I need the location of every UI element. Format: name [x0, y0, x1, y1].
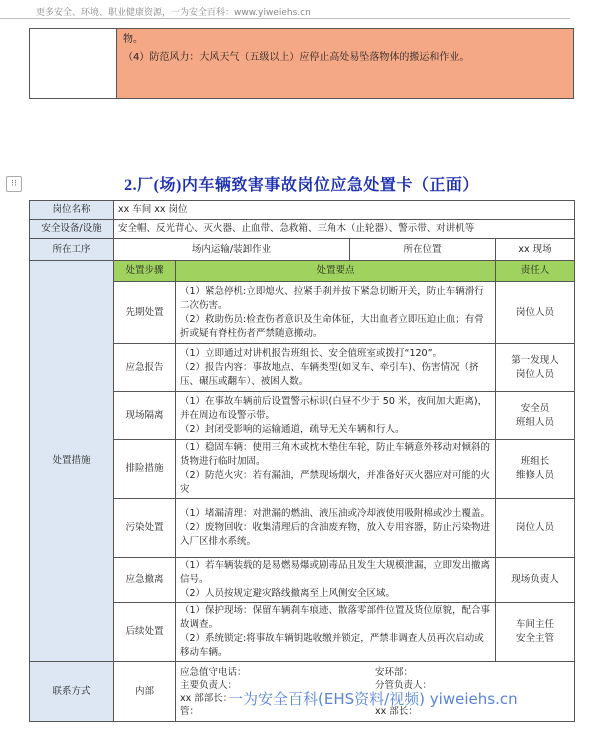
contact-label: 联系方式 — [30, 662, 114, 722]
step-responsible — [496, 603, 575, 662]
step-points — [176, 344, 496, 392]
step-point: （1）保护现场：保留车辆刹车痕迹、散落零部件位置及货位原貌，配合事故调查。 — [180, 605, 491, 630]
contact-item: 分管负责人： — [375, 679, 433, 691]
contact-item: xx 部部长： — [180, 692, 233, 704]
table-row — [30, 220, 575, 239]
responsible-name: 车间主任 — [515, 619, 554, 630]
step-points — [176, 499, 496, 558]
table-row — [30, 261, 575, 282]
emergency-card-table — [29, 200, 575, 722]
step-responsible — [496, 282, 575, 344]
prev-line: （4）防范风力：大风天气（五级以上）应停止高处易坠落物体的搬运和作业。 — [123, 52, 470, 63]
step-point: （1）在事故车辆前后设置警示标识(白昼不少于 50 米，夜间加大距离)，并在周边布设警示带。 — [180, 395, 488, 421]
process-value: 场内运输/装卸作业 — [114, 239, 350, 261]
step-point: （2）防范火灾：若有漏油，严禁现场烟火，并准备好灭火器应对可能的火灾 — [180, 470, 491, 495]
header-step: 处置步骤 — [114, 261, 176, 282]
table-move-handle-icon[interactable]: ⁝⁝ — [6, 176, 22, 192]
step-name: 污染处置 — [114, 499, 176, 558]
watermark-text: 一为安全百科(EHS资料/视频) yiweiehs.cn — [228, 690, 518, 708]
responsible-name: 现场负责人 — [511, 574, 559, 585]
contact-item: xx 部长： — [375, 705, 418, 717]
step-point: （1）紧急停机:立即熄火、拉紧手刹并按下紧急切断开关，防止车辆滑行二次伤害。 — [180, 285, 484, 311]
responsible-name: 岗位人员 — [515, 368, 554, 380]
responsible-name: 第一发现人 — [511, 354, 559, 366]
responsible-name: 班组长 — [520, 456, 550, 467]
step-name: 应急报告 — [114, 344, 176, 392]
contact-item: 主要负责人： — [180, 679, 238, 691]
step-points — [176, 603, 496, 662]
post-name-value: xx 车间 xx 岗位 — [114, 201, 575, 220]
step-point: （2）封闭受影响的运输通道，疏导无关车辆和行人。 — [180, 423, 405, 435]
responsible-name: 安全主管 — [515, 633, 554, 644]
step-points — [176, 558, 496, 603]
responsible-name: 班组人员 — [515, 416, 554, 428]
location-label: 所在位置 — [350, 239, 496, 261]
responsible-name: 岗位人员 — [515, 522, 554, 533]
prev-content-cell — [117, 29, 574, 99]
header-divider — [0, 18, 570, 19]
header-site-text: 更多安全、环境、职业健康资源，一为安全百科：www.yiweiehs.cn — [36, 8, 311, 18]
equipment-label: 安全设备/设施 — [30, 220, 114, 239]
measures-label: 处置措施 — [30, 261, 114, 662]
page-header — [0, 0, 593, 22]
post-name-label: 岗位名称 — [30, 201, 114, 220]
previous-card-table — [29, 28, 574, 99]
step-point: （2）救助伤员:检查伤者意识及生命体征，大出血者立即压迫止血；有骨折或疑有脊柱伤者严禁随意搬动。 — [180, 313, 484, 339]
step-responsible — [496, 499, 575, 558]
step-point: （2）系统锁定:将事故车辆钥匙收缴并锁定，严禁非调查人员再次启动或移动车辆。 — [180, 633, 484, 658]
step-responsible — [496, 440, 575, 499]
step-name: 排险措施 — [114, 440, 176, 499]
step-point: （1）若车辆装载的是易燃易爆或剧毒品且发生大规模泄漏，立即发出撤离信号。 — [180, 560, 491, 585]
step-responsible — [496, 558, 575, 603]
step-name: 先期处置 — [114, 282, 176, 344]
step-point: （2）废物回收：收集清理后的含油废弃物，放入专用容器，防止污染物进入厂区排水系统。 — [180, 522, 491, 547]
header-responsible: 责任人 — [496, 261, 575, 282]
step-responsible — [496, 392, 575, 440]
responsible-name: 岗位人员 — [515, 306, 554, 318]
responsible-name: 安全员 — [520, 402, 550, 414]
step-points — [176, 282, 496, 344]
contact-item: 安环部： — [375, 666, 414, 678]
step-name: 现场隔离 — [114, 392, 176, 440]
responsible-name: 维修人员 — [515, 470, 554, 481]
header-key-points: 处置要点 — [176, 261, 496, 282]
contact-internal-label: 内部 — [114, 662, 176, 722]
step-name: 后续处置 — [114, 603, 176, 662]
contact-item: 管： — [180, 705, 200, 717]
process-label: 所在工序 — [30, 239, 114, 261]
step-name: 应急撤离 — [114, 558, 176, 603]
step-point: （2）人员按规定避灾路线撤离至上风侧安全区域。 — [180, 588, 396, 599]
card-title: 2.厂(场)内车辆致害事故岗位应急处置卡（正面） — [124, 177, 479, 194]
contact-item: 应急值守电话： — [180, 666, 247, 678]
location-value: xx 现场 — [496, 239, 575, 261]
step-point: （2）报告内容：事故地点、车辆类型(如叉车、牵引车)、伤害情况（挤压、碾压或翻车）、被困人数。 — [180, 361, 479, 387]
step-point: （1）稳固车辆：使用三角木或枕木垫住车轮，防止车辆意外移动对倾斜的货物进行临时加固。 — [180, 442, 491, 467]
step-points — [176, 392, 496, 440]
prev-label-cell — [30, 29, 117, 99]
step-responsible — [496, 344, 575, 392]
step-points — [176, 440, 496, 499]
step-point: （1）立即通过对讲机报告班组长、安全值班室或拨打“120”。 — [180, 347, 443, 359]
step-point: （1）堵漏清理：对泄漏的燃油、液压油或冷却液使用吸附棉或沙土覆盖。 — [180, 508, 491, 519]
prev-line: 物。 — [123, 34, 143, 45]
table-row — [30, 239, 575, 261]
table-row — [30, 201, 575, 220]
equipment-value: 安全帽、反光背心、灭火器、止血带、急救箱、三角木（止轮器）、警示带、对讲机等 — [114, 220, 575, 239]
